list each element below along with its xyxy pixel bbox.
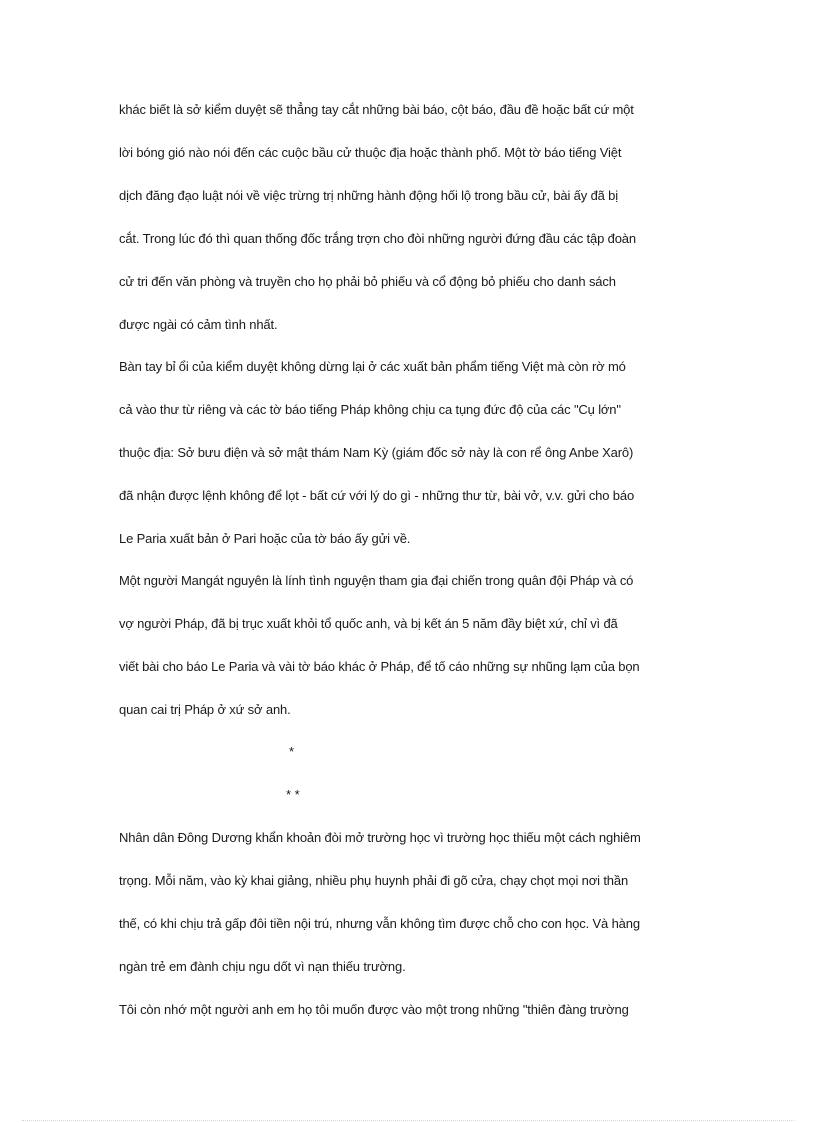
text-line: viết bài cho báo Le Paria và vài tờ báo khác ở Pháp, để tố cáo những sự nhũng lạm của bọn [119,659,640,674]
text-line: vợ người Pháp, đã bị trục xuất khỏi tổ quốc anh, và bị kết án 5 năm đầy biệt xứ, chỉ vì đã [119,616,618,631]
page-bottom-divider [22,1120,794,1121]
text-line: cả vào thư từ riêng và các tờ báo tiếng Pháp không chịu ca tụng đức độ của các "Cụ lớn" [119,402,621,417]
text-line: thuộc địa: Sở bưu điện và sở mật thám Nam Kỳ (giám đốc sở này là con rể ông Anbe Xarô) [119,445,634,460]
text-line: quan cai trị Pháp ở xứ sở anh. [119,702,291,717]
section-separator-stars: * * [286,787,300,802]
text-line: được ngài có cảm tình nhất. [119,317,278,332]
text-line: cắt. Trong lúc đó thì quan thống đốc trắng trợn cho đòi những người đứng đầu các tập đoàn [119,231,636,246]
text-line: cử tri đến văn phòng và truyền cho họ phải bỏ phiếu và cổ động bỏ phiếu cho danh sách [119,274,616,289]
text-line: trọng. Mỗi năm, vào kỳ khai giảng, nhiều phụ huynh phải đi gõ cửa, chạy chọt mọi nơi thần [119,873,629,888]
text-line: khác biết là sở kiểm duyệt sẽ thẳng tay cắt những bài báo, cột báo, đầu đề hoặc bất cứ một [119,102,634,117]
section-separator-star: * [289,744,295,759]
text-line: lời bóng gió nào nói đến các cuộc bầu cử thuộc địa hoặc thành phố. Một tờ báo tiếng Việt [119,145,622,160]
text-line: Le Paria xuất bản ở Pari hoặc của tờ báo ấy gửi về. [119,531,411,546]
text-line: đã nhận được lệnh không để lọt - bất cứ với lý do gì - những thư từ, bài vở, v.v. gửi cho báo [119,488,635,503]
text-line: thế, có khi chịu trả gấp đôi tiền nội trú, nhưng vẫn không tìm được chỗ cho con học. Và hàng [119,916,640,931]
text-line: dịch đăng đạo luật nói về việc trừng trị những hành động hối lộ trong bầu cử, bài ấy đã bị [119,188,619,203]
text-line: ngàn trẻ em đành chịu ngu dốt vì nạn thiếu trường. [119,959,406,974]
text-line: Tôi còn nhớ một người anh em họ tôi muốn được vào một trong những "thiên đàng trường [119,1002,629,1017]
text-line: Nhân dân Đông Dương khẩn khoản đòi mở trường học vì trường học thiếu một cách nghiêm [119,830,641,845]
text-line: Bàn tay bỉ ổi của kiểm duyệt không dừng lại ở các xuất bản phẩm tiếng Việt mà còn rờ mó [119,359,626,374]
text-line: Một người Mangát nguyên là lính tình nguyện tham gia đại chiến trong quân đội Pháp và có [119,573,634,588]
